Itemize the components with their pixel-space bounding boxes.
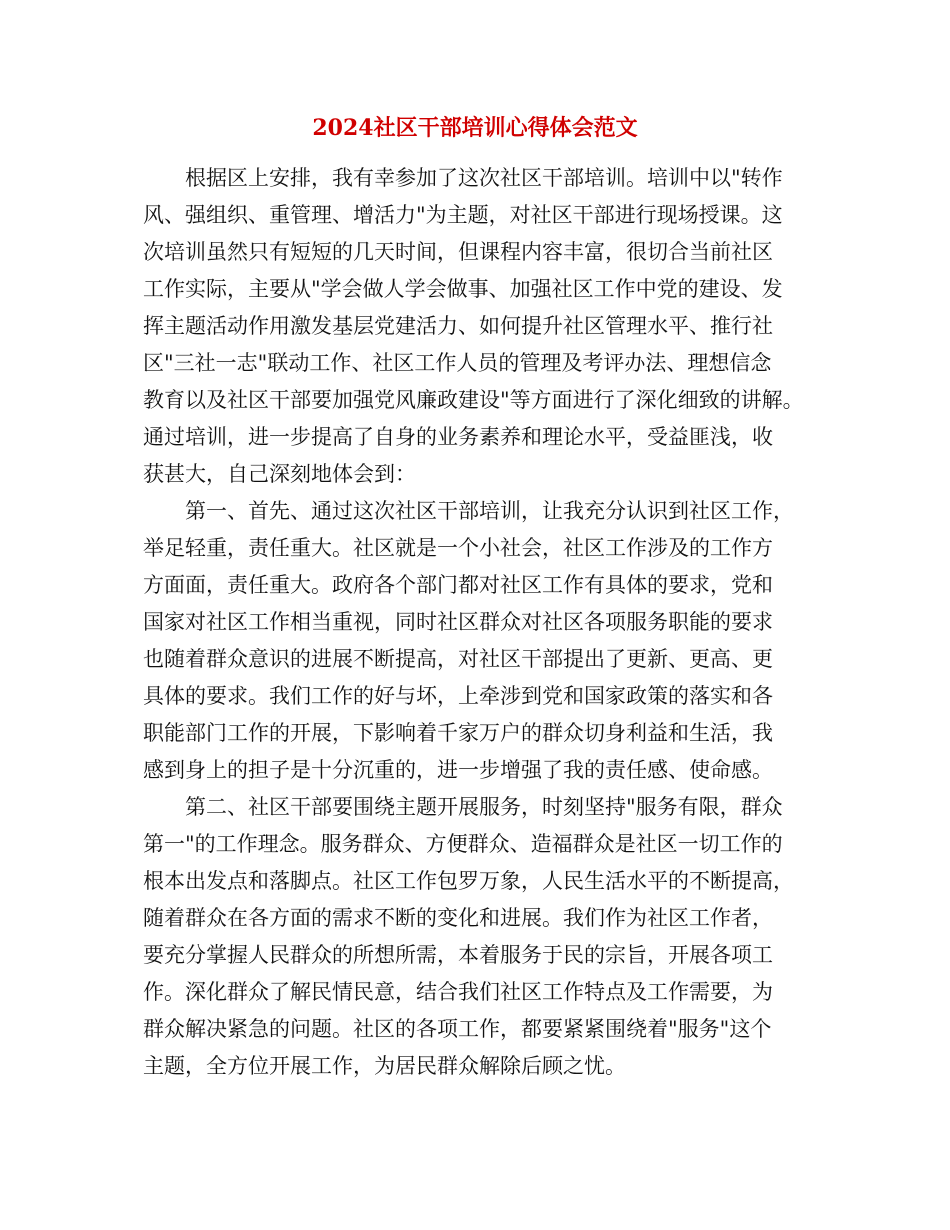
paragraph-line: 风、强组织、重管理、增活力"为主题，对社区干部进行现场授课。这 <box>143 203 783 227</box>
paragraph-line: 职能部门工作的开展，下影响着千家万户的群众切身利益和生活，我 <box>143 721 773 745</box>
paragraph-line: 根据区上安排，我有幸参加了这次社区干部培训。培训中以"转作 <box>185 166 783 190</box>
paragraph-line: 获甚大，自己深刻地体会到： <box>143 462 416 486</box>
document-body <box>143 160 823 1085</box>
paragraph-line: 感到身上的担子是十分沉重的，进一步增强了我的责任感、使命感。 <box>143 758 773 782</box>
paragraph-line: 国家对社区工作相当重视，同时社区群众对社区各项服务职能的要求 <box>143 610 773 634</box>
paragraph-line: 工作实际，主要从"学会做人学会做事、加强社区工作中党的建设、发 <box>143 277 783 301</box>
paragraph-line: 第二、社区干部要围绕主题开展服务，时刻坚持"服务有限，群众 <box>185 795 783 819</box>
paragraph <box>143 789 823 1085</box>
paragraph-line: 区"三社一志"联动工作、社区工作人员的管理及考评办法、理想信念 <box>143 351 772 375</box>
paragraph-line: 主题，全方位开展工作，为居民群众解除后顾之忧。 <box>143 1054 626 1078</box>
paragraph-line: 具体的要求。我们工作的好与坏，上牵涉到党和国家政策的落实和各 <box>143 684 773 708</box>
paragraph-line: 作。深化群众了解民情民意，结合我们社区工作特点及工作需要，为 <box>143 980 773 1004</box>
document-title: 2024社区干部培训心得体会范文 <box>312 115 638 141</box>
paragraph-line: 挥主题活动作用激发基层党建活力、如何提升社区管理水平、推行社 <box>143 314 773 338</box>
paragraph-line: 要充分掌握人民群众的所想所需，本着服务于民的宗旨，开展各项工 <box>143 943 773 967</box>
paragraph-line: 也随着群众意识的进展不断提高，对社区干部提出了更新、更高、更 <box>143 647 773 671</box>
paragraph-line: 举足轻重，责任重大。社区就是一个小社会，社区工作涉及的工作方 <box>143 536 773 560</box>
paragraph-line: 方面面，责任重大。政府各个部门都对社区工作有具体的要求，党和 <box>143 573 773 597</box>
paragraph-line: 第一"的工作理念。服务群众、方便群众、造福群众是社区一切工作的 <box>143 832 783 856</box>
paragraph <box>143 493 823 789</box>
paragraph-line: 随着群众在各方面的需求不断的变化和进展。我们作为社区工作者， <box>143 906 773 930</box>
paragraph-line: 群众解决紧急的问题。社区的各项工作，都要紧紧围绕着"服务"这个 <box>143 1017 772 1041</box>
paragraph-line: 第一、首先、通过这次社区干部培训，让我充分认识到社区工作， <box>185 499 794 523</box>
paragraph-line: 通过培训，进一步提高了自身的业务素养和理论水平，受益匪浅，收 <box>143 425 773 449</box>
paragraph-line: 教育以及社区干部要加强党风廉政建设"等方面进行了深化细致的讲解。 <box>143 388 804 412</box>
paragraph <box>143 160 823 493</box>
paragraph-line: 次培训虽然只有短短的几天时间，但课程内容丰富，很切合当前社区 <box>143 240 773 264</box>
paragraph-line: 根本出发点和落脚点。社区工作包罗万象，人民生活水平的不断提高， <box>143 869 794 893</box>
